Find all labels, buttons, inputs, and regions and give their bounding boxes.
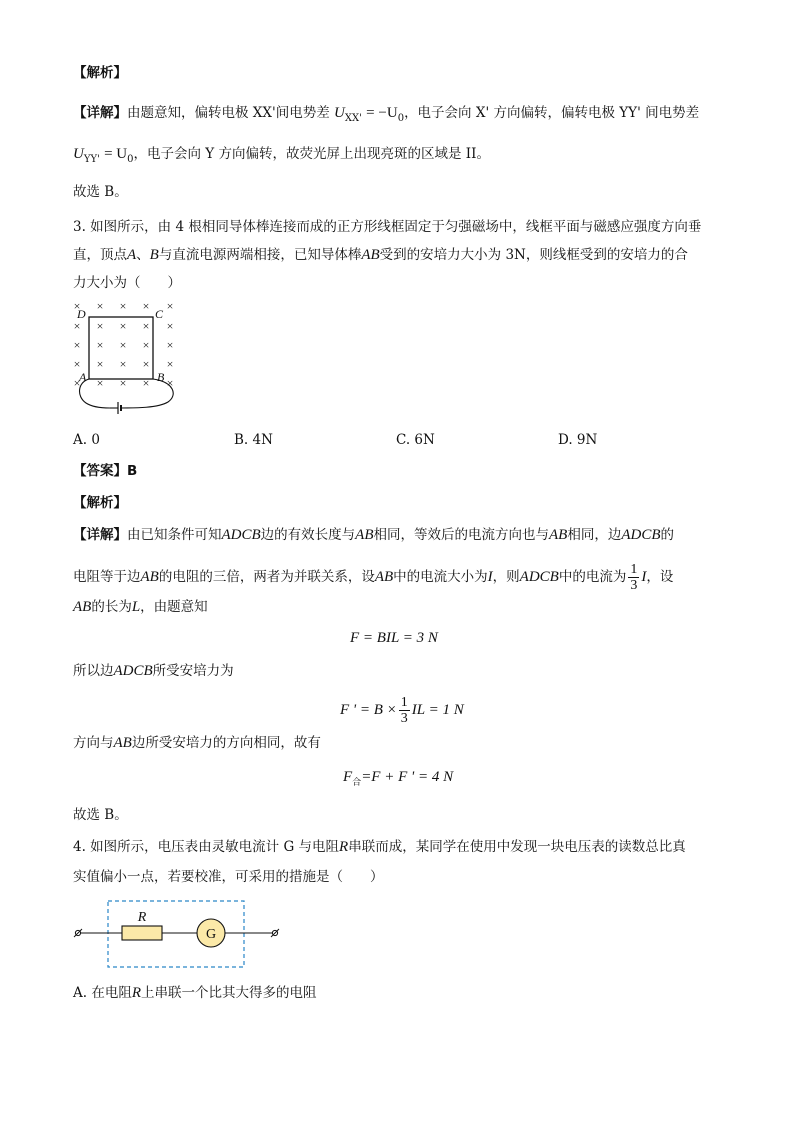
text: ，则	[492, 569, 520, 585]
q3-answer: 【答案】B	[73, 463, 138, 479]
math-symbol: U	[334, 105, 345, 121]
math-subscript: 0	[397, 113, 405, 124]
detail-paragraph-1-cont	[73, 145, 490, 169]
cross-mark: ×	[166, 319, 174, 333]
text: 与直流电源两端相接，已知导体棒	[158, 247, 362, 263]
math-symbol: U	[73, 146, 84, 162]
math-symbol: B	[149, 247, 159, 263]
math-symbol: R	[339, 839, 349, 855]
math-symbol: A	[127, 247, 137, 263]
math-text: F ' = B ×	[340, 702, 397, 718]
math-symbol: R	[131, 985, 142, 1001]
math-symbol: AB	[374, 569, 394, 585]
detail-tag: 【详解】	[73, 527, 127, 543]
math-symbol: L	[131, 599, 141, 615]
cross-mark: ×	[166, 357, 174, 371]
math-text: = −U	[366, 105, 398, 121]
cross-mark: ×	[73, 357, 81, 371]
fraction-one-third	[628, 562, 639, 593]
fraction-numerator: 1	[630, 562, 638, 577]
vertex-label-b: B	[157, 370, 165, 384]
text: 由已知条件可知	[127, 527, 222, 543]
q3-figure-square-frame	[66, 296, 186, 416]
cross-mark: ×	[166, 299, 174, 313]
cross-mark: ×	[119, 299, 127, 313]
text: 电阻等于边	[73, 569, 141, 585]
detail-paragraph-1	[73, 104, 699, 128]
q3-stem-line3: 力大小为（ ）	[73, 275, 181, 291]
text: 的电阻的三倍，两者为并联关系，设	[158, 569, 375, 585]
text: A. 在电阻	[73, 985, 132, 1001]
resistor-icon	[122, 926, 162, 940]
math-subscript: YY'	[83, 154, 100, 165]
q3-option-d: D. 9N	[558, 432, 598, 448]
cross-mark: ×	[96, 338, 104, 352]
cross-mark: ×	[142, 319, 150, 333]
math-symbol: AB	[549, 527, 568, 543]
text: 的	[660, 527, 674, 543]
cross-mark: ×	[119, 319, 127, 333]
fraction-denominator: 3	[630, 578, 638, 593]
text: 中的电流为	[558, 569, 627, 585]
q3-choose-line: 故选 B。	[73, 807, 128, 823]
q3-stem-line1: 3. 如图所示，由 4 根相同导体棒连接而成的正方形线框固定于匀强磁场中，线框平面与磁感应强度方向垂	[73, 219, 702, 235]
fraction-one-third	[399, 695, 410, 726]
analysis-heading: 【解析】	[73, 65, 127, 81]
fraction-denominator: 3	[400, 711, 408, 726]
math-symbol: ADCB	[221, 527, 261, 543]
math-symbol: AB	[73, 599, 92, 615]
math-symbol: ADCB	[113, 663, 153, 679]
math-symbol: AB	[361, 247, 380, 263]
math-symbol: ADCB	[621, 527, 661, 543]
text: 所受安培力为	[152, 663, 234, 679]
text: 相同，边	[567, 527, 622, 543]
q3-option-a: A. 0	[73, 432, 100, 448]
text: 中的电流大小为	[393, 569, 488, 585]
q3-detail-line1	[73, 526, 674, 544]
text: 的长为	[91, 599, 132, 615]
equation-f-prime	[340, 695, 464, 726]
cross-mark: ×	[96, 299, 104, 313]
text: 方向偏转，偏转电极 YY' 间电势差	[493, 105, 700, 121]
text: 方向与	[73, 735, 114, 751]
cross-mark: ×	[96, 376, 104, 390]
galvanometer-label: G	[205, 927, 217, 942]
q4-stem-line1	[73, 838, 686, 856]
math-symbol: AB	[355, 527, 374, 543]
q3-analysis-heading: 【解析】	[73, 495, 127, 511]
cross-mark: ×	[166, 376, 174, 390]
equation-f-total	[343, 768, 453, 792]
cross-mark: ×	[96, 357, 104, 371]
q3-option-b: B. 4N	[234, 432, 273, 448]
text: 边的有效长度与	[260, 527, 356, 543]
math-subscript: 0	[127, 154, 134, 165]
cross-mark: ×	[142, 357, 150, 371]
vertex-label-c: C	[155, 307, 164, 321]
cross-mark: ×	[142, 299, 150, 313]
math-symbol: ADCB	[519, 569, 559, 585]
math-text: =F + F ' = 4 N	[361, 769, 454, 785]
q3-stem-line2	[73, 246, 688, 264]
cross-mark: ×	[166, 338, 174, 352]
q3-text-direction	[73, 734, 321, 752]
math-subscript: XX'	[344, 113, 362, 124]
cross-mark: ×	[73, 319, 81, 333]
math-subscript: 合	[352, 778, 362, 788]
text: 相同，等效后的电流方向也与	[373, 527, 549, 543]
text: 所以边	[73, 663, 114, 679]
text: 由题意知，偏转电极 XX'间电势差	[127, 105, 330, 121]
q3-option-c: C. 6N	[396, 432, 435, 448]
math-symbol: AB	[140, 569, 159, 585]
q4-option-a	[73, 984, 317, 1002]
text: 受到的安培力大小为 3N，则线框受到的安培力的合	[379, 247, 688, 263]
resistor-label: R	[137, 910, 147, 925]
cross-mark: ×	[142, 338, 150, 352]
text: 边所受安培力的方向相同，故有	[131, 735, 321, 751]
text: ，设	[646, 569, 674, 585]
fraction-numerator: 1	[400, 695, 408, 710]
cross-mark: ×	[73, 338, 81, 352]
text: ，电子会向	[404, 105, 472, 121]
text: 4. 如图所示，电压表由灵敏电流计 G 与电阻	[73, 839, 340, 855]
cross-mark: ×	[73, 299, 81, 313]
text: ，由题意知	[140, 599, 208, 615]
q3-text-adcb-force	[73, 662, 234, 680]
detail-tag: 【详解】	[73, 105, 127, 121]
text: X'	[475, 105, 490, 121]
text: 串联而成，某同学在使用中发现一块电压表的读数总比真	[348, 839, 686, 855]
cross-mark: ×	[142, 376, 150, 390]
q4-stem-line2: 实值偏小一点，若要校准，可采用的措施是（ ）	[73, 869, 384, 885]
choose-line: 故选 B。	[73, 184, 128, 200]
text: 、	[136, 247, 150, 263]
text: 直，顶点	[73, 247, 127, 263]
cross-mark: ×	[119, 357, 127, 371]
q4-figure-voltmeter-circuit	[70, 897, 285, 972]
cross-mark: ×	[96, 319, 104, 333]
vertex-label-d: D	[77, 307, 86, 321]
text: 上串联一个比其大得多的电阻	[141, 985, 317, 1001]
math-symbol: AB	[113, 735, 132, 751]
equation-f-bil: F = BIL = 3 N	[350, 630, 438, 646]
cross-mark: ×	[73, 376, 81, 390]
q3-detail-line3	[73, 598, 208, 616]
math-symbol: I	[641, 569, 647, 585]
cross-mark: ×	[119, 338, 127, 352]
cross-mark: ×	[119, 376, 127, 390]
math-symbol: F	[343, 769, 353, 785]
math-text: IL = 1 N	[411, 702, 464, 718]
math-text: = U	[104, 146, 128, 162]
math-symbol: I	[487, 569, 493, 585]
text: ，电子会向 Y 方向偏转，故荧光屏上出现亮斑的区域是 II。	[133, 146, 490, 162]
q3-detail-line2	[73, 562, 673, 593]
vertex-label-a: A	[79, 370, 87, 384]
